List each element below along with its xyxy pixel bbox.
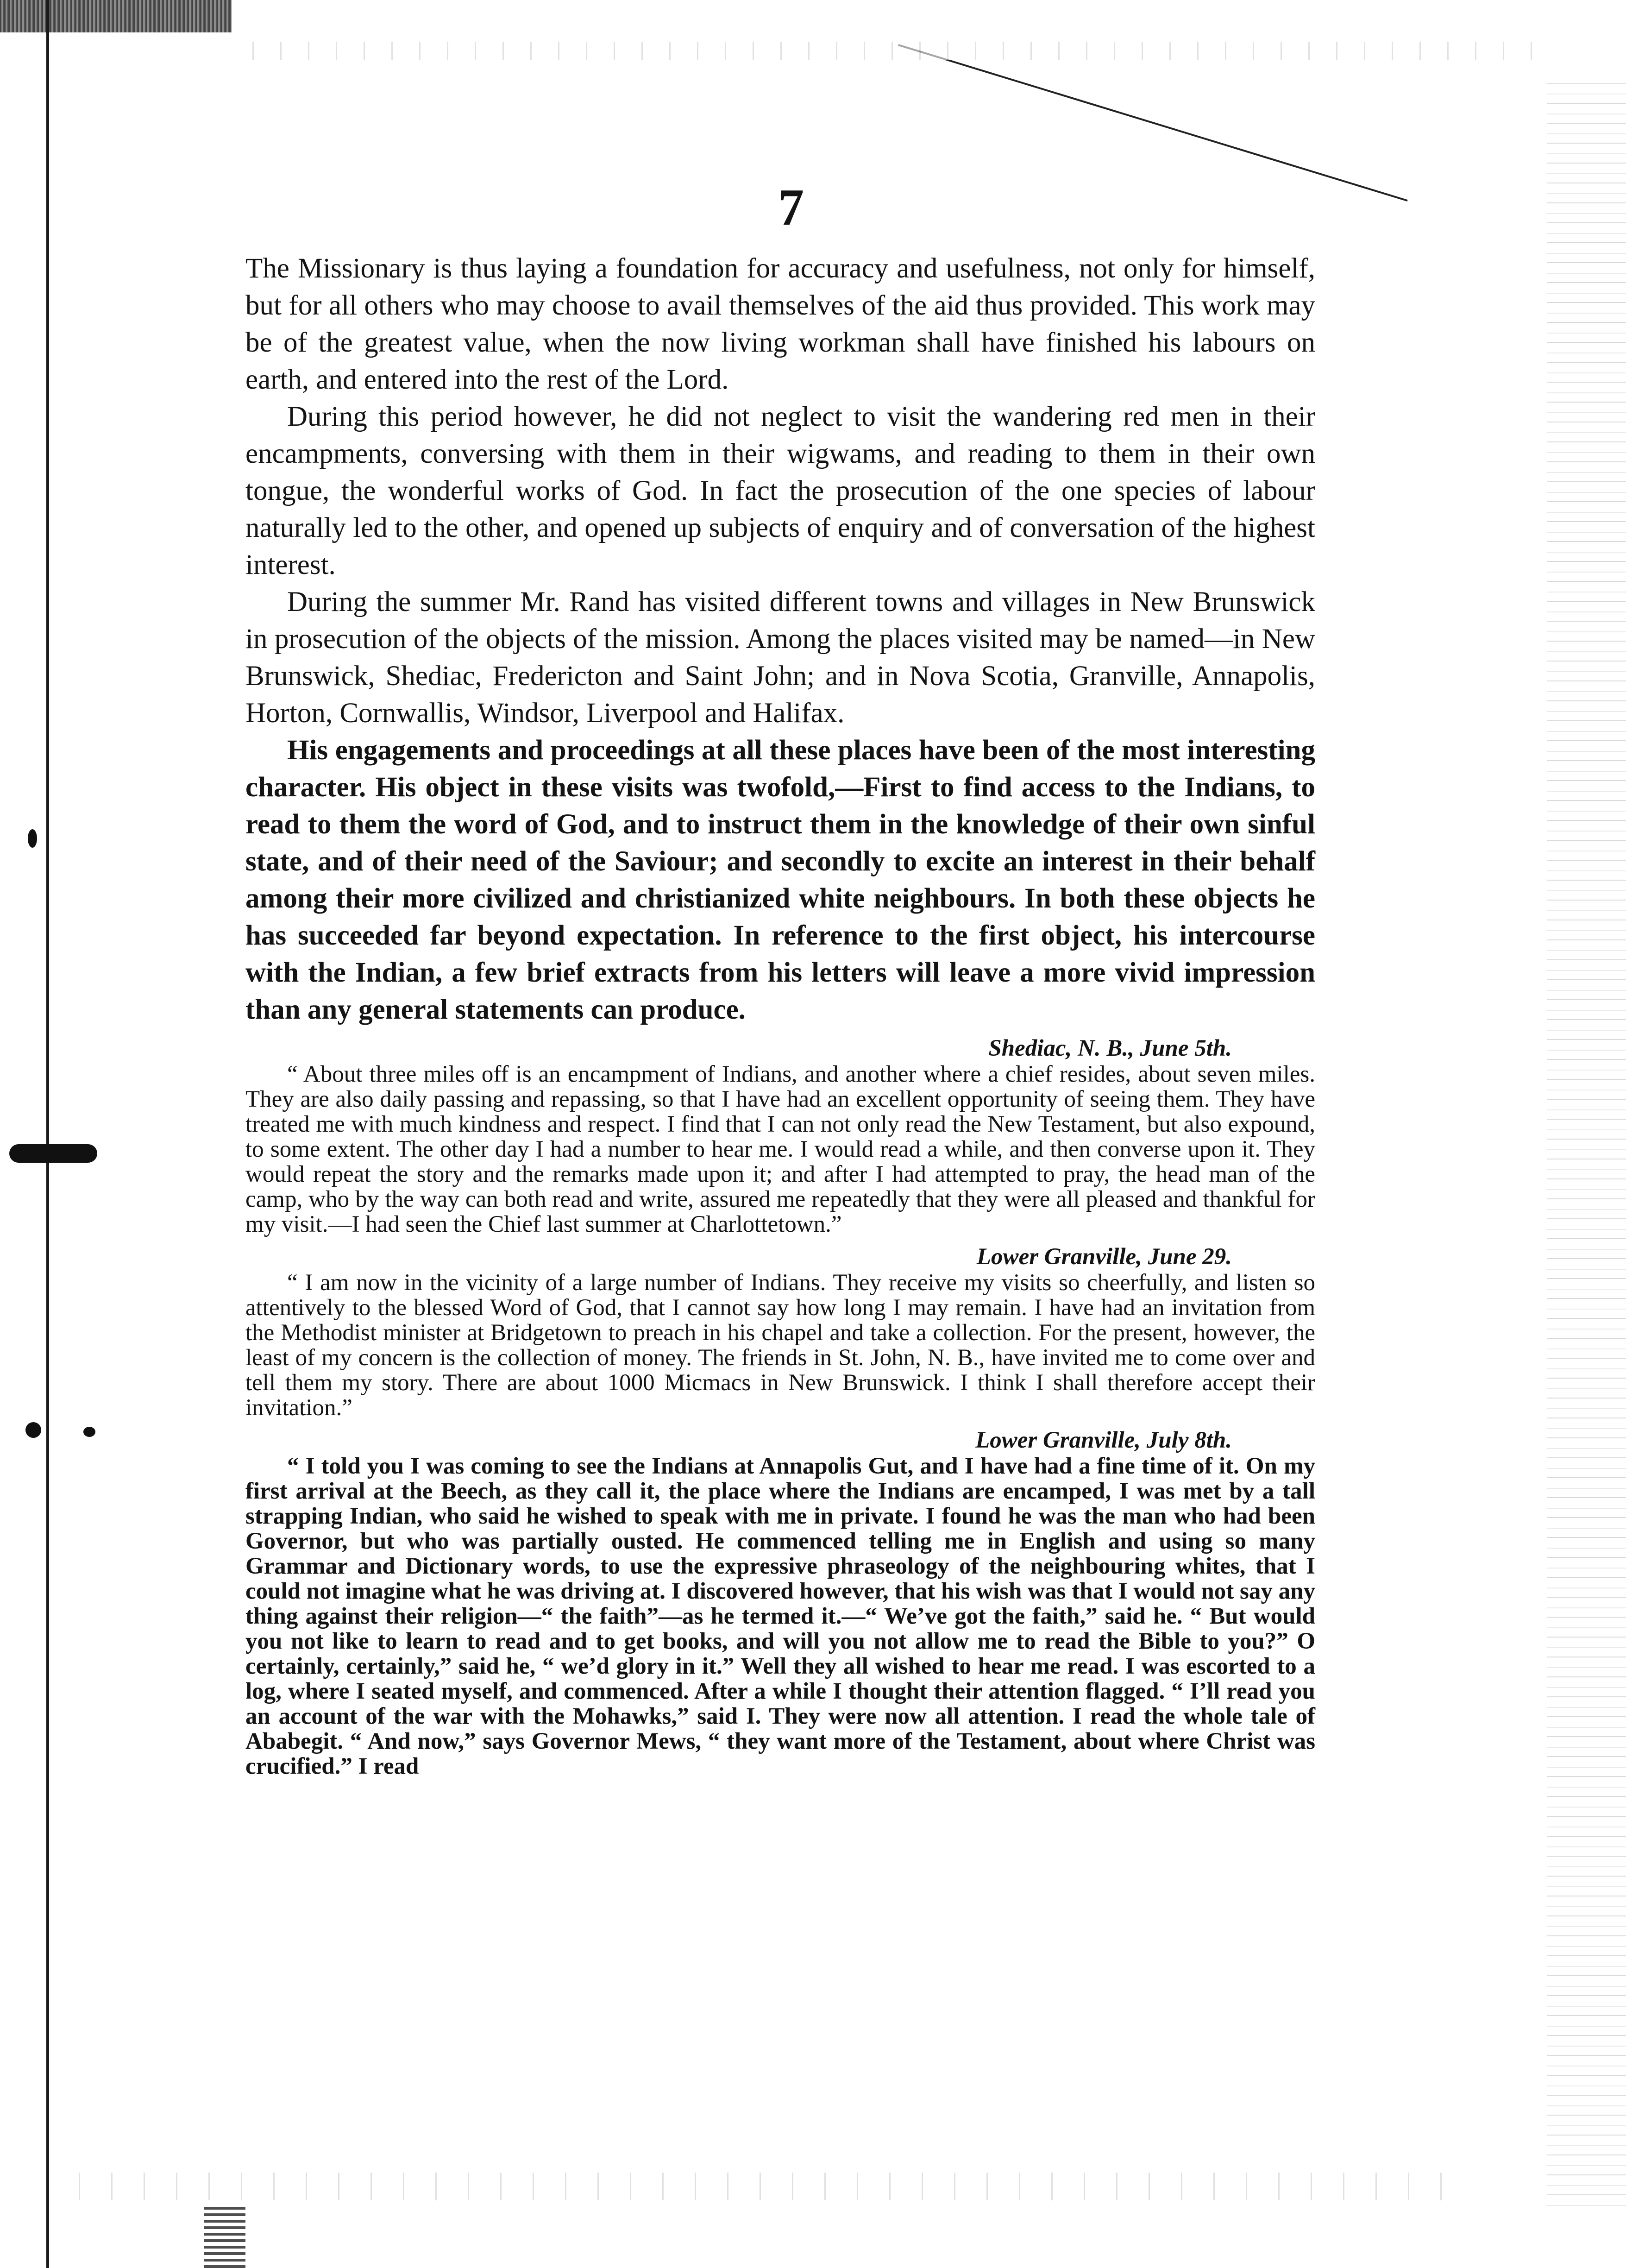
scan-bottom-edge [65,2173,1454,2200]
scan-top-edge [241,42,1538,60]
margin-ink-mark [83,1427,95,1437]
letter-text: “ I am now in the vicinity of a large number of Indians. They receive my visits so cheerfully, and listen so attentively to the blessed Word of God, that I cannot say how long I may remain. I have had an invitation from the Methodist minister at Bridgetown to preach in his chapel and take a collection. For the present, however, the least of my concern is the collection of money. The friends in St. John, N. B., have invited me to come over and tell them my story. There are about 1000 Micmacs in New Brunswick. I think I shall therefore accept their invitation.” [245,1270,1315,1421]
letter-dateline: Shediac, N. B., June 5th. [988,1035,1232,1061]
paragraph: The Missionary is thus laying a foundation for accuracy and usefulness, not only for himself, but for all others who may choose to avail themselves of the aid thus provided. This work may be of the greatest value, when the now living workman shall have finished his labours on earth, and entered into the rest of the Lord. [245,253,1315,395]
scan-binding-bottom [204,2205,245,2268]
letter-extract [245,1035,1315,1237]
margin-ink-mark [28,829,37,848]
body-text [245,250,1315,1779]
page-number: 7 [778,179,804,236]
scan-binding-shadow [0,0,232,32]
scan-right-edge [1547,83,1626,2214]
scan-binding-edge [46,0,49,2268]
letter-extract [245,1427,1315,1779]
paragraph: His engagements and proceedings at all these places have been of the most interesting character. His object in these visits was twofold,—First to find access to the Indians, to read to them the word of God, and to instruct them in the knowledge of their own sinful state, and of their need of the Saviour; and secondly to excite an interest in their behalf among their more civilized and christianized white neighbours. In both these objects he has succeeded far beyond expectation. In reference to the first object, his intercourse with the Indian, a few brief extracts from his letters will leave a more vivid impression than any general statements can produce. [245,735,1315,1025]
paragraph: During this period however, he did not neglect to visit the wandering red men in their encampments, conversing with them in their wigwams, and reading to them in their own tongue, the wonderful works of God. In fact the prosecution of the one species of labour naturally led to the other, and opened up subjects of enquiry and of conversation of the highest interest. [245,401,1315,580]
paragraph: During the summer Mr. Rand has visited different towns and villages in New Brunswick in prosecution of the objects of the mission. Among the places visited may be named—in New Brunswick, Shediac, Fredericton and Saint John; and in Nova Scotia, Granville, Annapolis, Horton, Cornwallis, Windsor, Liverpool and Halifax. [245,586,1315,729]
margin-ink-mark [9,1144,97,1163]
letter-dateline: Lower Granville, June 29. [976,1244,1232,1270]
letter-text: “ About three miles off is an encampment of Indians, and another where a chief resides, about seven miles. They are also daily passing and repassing, so that I have had an excellent opportunity of seeing them. They have treated me with much kindness and respect. I find that I can not only read the New Testament, but also expound, to some extent. The other day I had a number to hear me. I would read a while, and then converse upon it. They would repeat the story and the remarks made upon it; and after I had attempted to pray, the head man of the camp, who by the way can both read and write, assured me repeatedly that they were all pleased and thankful for my visit.—I had seen the Chief last summer at Charlottetown.” [245,1061,1315,1237]
page-fold-line [898,44,1408,202]
letter-text: “ I told you I was coming to see the Indians at Annapolis Gut, and I have had a fine time of it. On my first arrival at the Beech, as they call it, the place where the Indians are encamped, I was met by a tall strapping Indian, who said he wished to speak with me in private. I found he was the man who had been Governor, but who was partially ousted. He commenced telling me in English and using so many Grammar and Dictionary words, to use the expressive phraseology of the neighbouring whites, that I could not imagine what he was driving at. I discovered however, that his wish was that I would not say any thing against their religion—“ the faith”—as he termed it.—“ We’ve got the faith,” said he. “ But would you not like to learn to read and to get books, and will you not allow me to read the Bible to you?” O certainly, certainly,” said he, “ we’d glory in it.” Well they all wished to hear me read. I was escorted to a log, where I seated myself, and commenced. After a while I thought their attention flagged. “ I’ll read you an account of the war with the Mohawks,” said I. They were now all attention. I read the whole tale of Ababegit. “ And now,” says Governor Mews, “ they want more of the Testament, about where Christ was crucified.” I read [245,1453,1315,1779]
margin-ink-mark [25,1422,41,1438]
letter-extract [245,1243,1315,1420]
letter-dateline: Lower Granville, July 8th. [975,1427,1232,1453]
